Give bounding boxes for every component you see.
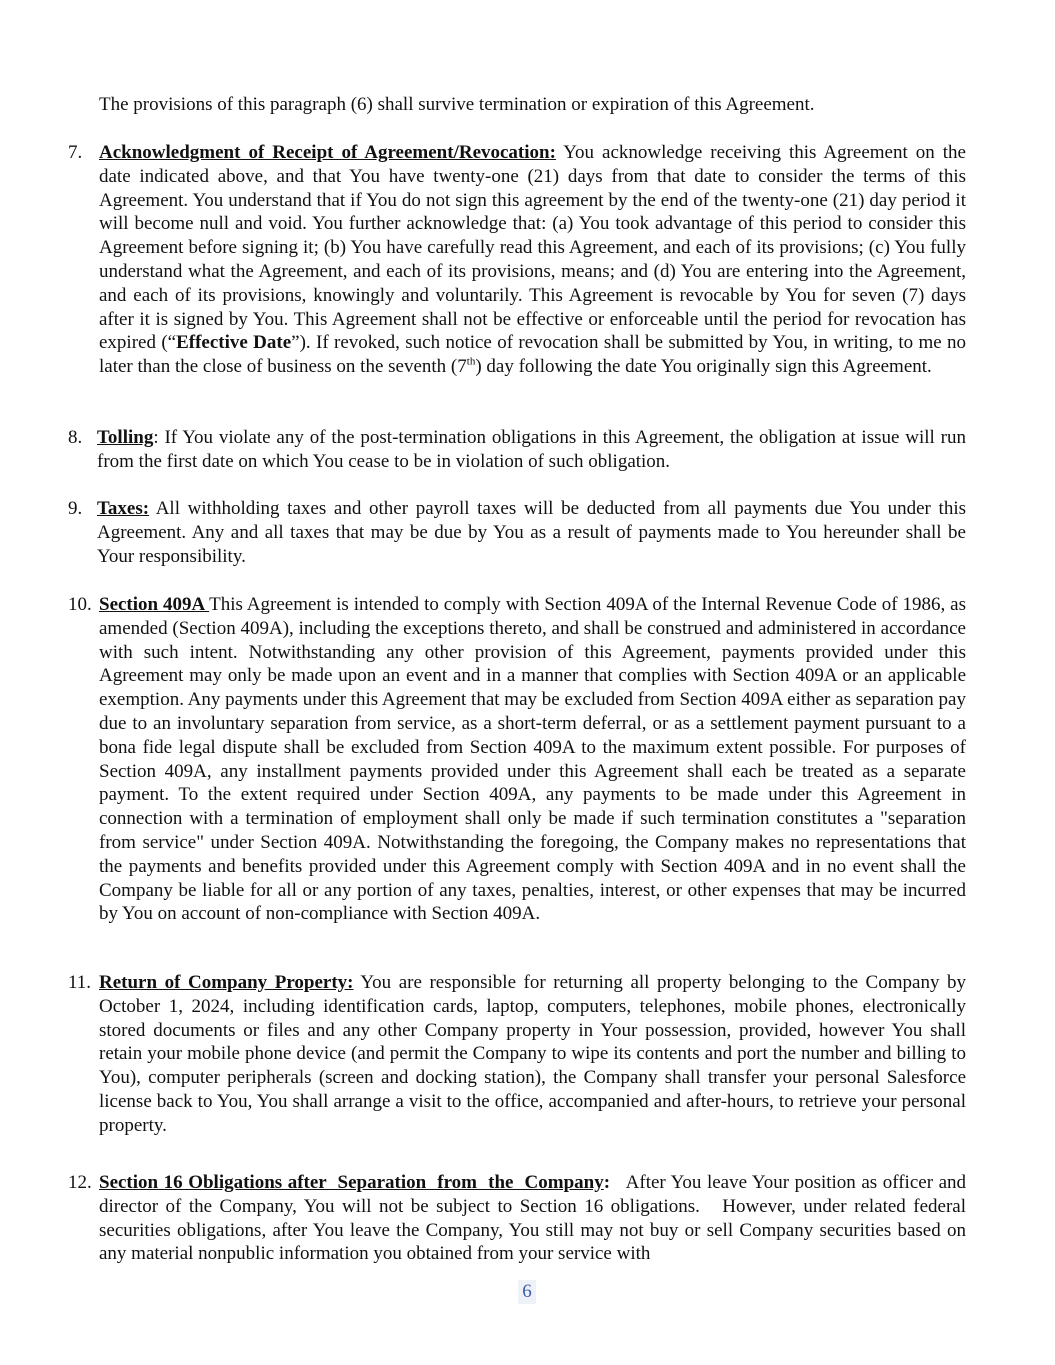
section-text: ”). If revoked, such notice of revocation shall be submitted by You, in writing, to me no later than the close of business on the seventh (7 <box>99 332 966 378</box>
ordinal-superscript: th <box>466 355 476 368</box>
section-heading: Return of Company Property: <box>99 972 354 993</box>
section-text: This Agreement is intended to comply with Section 409A of the Internal Revenue Code of 1986, as amended (Section 409A), including the exceptions thereto, and shall be construed and administered in accordance with such intent. Notwithstanding any other provision of this Agreement, payments provided under this Agreement may only be made upon an event and in a manner that complies with Section 409A or an applicable exemption. Any payments under this Agreement that may be excluded from Section 409A either as separation pay due to an involuntary separation from service, as a short-term deferral, or as a settlement payment pursuant to a bona fide legal dispute shall be excluded from Section 409A to the maximum extent possible. For purposes of Section 409A, any installment payments provided under this Agreement shall each be treated as a separate payment. To the extent required under Section 409A, any payments to be made under this Agreement in connection with a termination of employment shall only be made if such termination constitutes a "separation from service" under Section 409A. Notwithstanding the foregoing, the Company makes no representations that the payments and benefits provided under this Agreement comply with Section 409A and in no event shall the Company be liable for all or any portion of any taxes, penalties, interest, or other expenses that may be incurred by You on account of non-compliance with Section 409A. <box>99 594 967 925</box>
section-text: : If You violate any of the post-termination obligations in this Agreement, the obligation at issue will run from the first date on which You cease to be in violation of such obligation. <box>97 427 966 472</box>
section-number: 11. <box>68 972 92 993</box>
defined-term: Effective Date <box>176 332 292 354</box>
section-body <box>97 497 966 568</box>
section-number: 12. <box>68 1172 92 1193</box>
section-9 <box>68 497 966 568</box>
section-number: 8. <box>68 427 83 448</box>
section-body <box>99 971 966 1138</box>
section-number: 9. <box>68 498 83 519</box>
section-text: After You leave Your position as officer and director of the Company, You will not be subject to Section 16 obligations. However, under related federal securities obligations, after You leave the Company, You still may not buy or sell Company securities based on any material nonpublic information you obtained from your service with <box>99 1172 971 1265</box>
section-text: You are responsible for returning all property belonging to the Company by October 1, 2024, including identification cards, laptop, computers, telephones, mobile phones, electronically stored documents or files and any other Company property in Your possession, provided, however You shall retain your mobile phone device (and permit the Company to wipe its contents and port the number and billing to You), computer peripherals (screen and docking station), the Company shall transfer your personal Salesforce license back to You, You shall arrange a visit to the office, accompanied and after-hours, to retrieve your personal property. <box>99 972 966 1136</box>
intro-paragraph: The provisions of this paragraph (6) shall survive termination or expiration of this Agreement. <box>99 94 815 115</box>
section-11 <box>68 971 966 1138</box>
section-heading: Taxes: <box>97 498 150 519</box>
section-body <box>99 141 966 379</box>
section-text: All withholding taxes and other payroll taxes will be deducted from all payments due You under this Agreement. Any and all taxes that may be due by You as a result of payments made to You hereunder shall be Your responsibility. <box>97 498 966 567</box>
heading-suffix: : <box>603 1172 611 1193</box>
section-heading: Tolling <box>97 427 154 448</box>
section-12 <box>68 1171 971 1266</box>
section-8 <box>68 426 966 474</box>
section-body <box>97 426 966 474</box>
section-text: ) day following the date You originally sign this Agreement. <box>475 356 932 378</box>
section-7 <box>68 141 966 379</box>
section-heading: Section 409A <box>99 594 210 615</box>
section-body <box>99 1171 971 1266</box>
section-body <box>99 593 966 926</box>
section-heading: Section 16 Obligations after Separation from the Company <box>99 1172 604 1193</box>
section-10 <box>68 593 966 926</box>
section-number: 7. <box>68 142 83 163</box>
page-number: 6 <box>518 1280 536 1304</box>
section-number: 10. <box>68 594 92 615</box>
section-text: You acknowledge receiving this Agreement on the date indicated above, and that You have twenty-one (21) days from that date to consider the terms of this Agreement. You understand that if You do not sign this agreement by the end of the twenty-one (21) day period it will become null and void. You further acknowledge that: (a) You took advantage of this period to consider this Agreement before signing it; (b) You have carefully read this Agreement, and each of its provisions; (c) You fully understand what the Agreement, and each of its provisions, means; and (d) You are entering into the Agreement, and each of its provisions, knowingly and voluntarily. This Agreement is revocable by You for seven (7) days after it is signed by You. This Agreement shall not be effective or enforceable until the period for revocation has expired (“ <box>99 142 966 354</box>
section-heading: Acknowledgment of Receipt of Agreement/Revocation: <box>99 142 556 163</box>
